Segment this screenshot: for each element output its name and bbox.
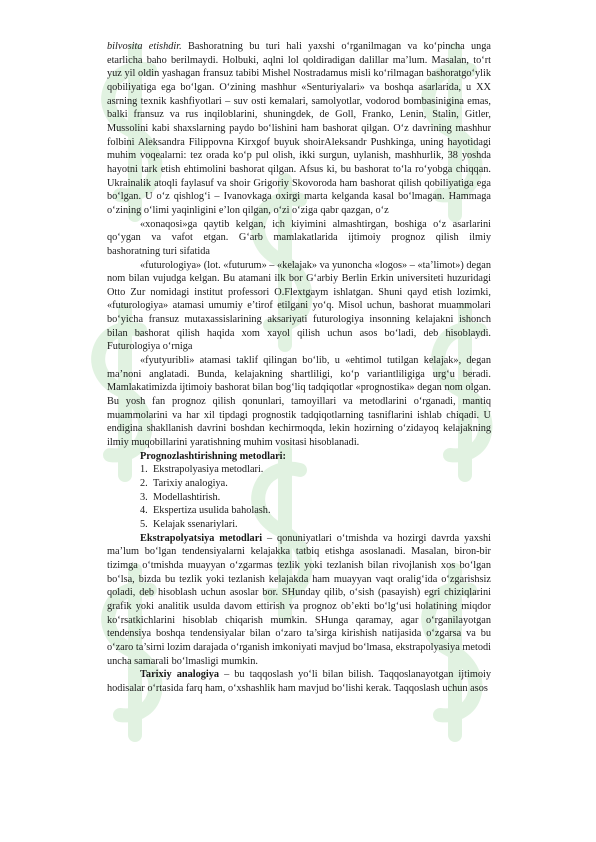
paragraph-ekstrapolyatsiya: Ekstrapolyatsiya metodlari – qonuniyatlari o‘tmishda va hozirgi davrda yaxshi ma’lum bo‘lgan tendensiyalarni kelajakka tatbiq etishga asoslanadi. Masalan, biron-bir tizimga o‘tmishda muayyan o‘zgarmas tezlik yoki tezlanish bilan rivojlanish xos bo‘lgan bo‘lsa, bizda bu tezlik yoki tezlanish kelajakda ham muayyan vaqt oralig‘ida o‘zgarishsiz qoladi, deb hisoblash uchun asoslar bor. SHunday qilib, o‘sish (pasayish) egri chiziqlarini grafik yoki analitik usulda davom ettirish va prognoz ob’ekti bo‘lg‘usi holatining miqdor ko‘rsatkichlarini hisoblab chiqarish mumkin. SHunga qaramay, agar o‘rganilayotgan tendensiya boshqa tendensiyalar bilan o‘zaro ta’sirga kirishish natijasida o‘zgarsa va bu o‘zaro ta’sirni lozim darajada o‘rganish imkoniyati mavjud bo‘lmasa, ekstrapolyasiya metodi uncha samarali bo‘lmasligi mumkin. [107, 532, 492, 667]
list-item: 5. Kelajak ssenariylari. [140, 518, 238, 530]
paragraph-skovoroda-line2: qo‘ygan va vafot etgan. G‘arb mamlakatlarida ijtimoiy prognoz qilish ilmiy [107, 232, 491, 244]
list-item: 3. Modellashtirish. [140, 491, 221, 503]
methods-heading: Prognozlashtirishning metodlari: [140, 450, 286, 462]
list-item: 4. Ekspertiza usulida baholash. [140, 505, 271, 517]
paragraph-prognostika: «fyutyuribli» atamasi taklif qilingan bo‘lib, u «ehtimol tutilgan kelajak», degan ma’noni anglatadi. Bunda, kelajakning shartliligi, ko‘p variantliligiga urg‘u beradi. Mamlakatimizda ijtimoiy bashorat bilan bog‘liq tadqiqotlar «prognostika» degan nom olgan. Bu yosh fan prognoz qilish qonunlari, tamoyillari va metodlarini o‘rganadi, mantiq muammolarini va har xil tipdagi prognostik tadqiqotlarning tasniflarini ishlab chiqadi. U endigina shakllanish davrini boshdan kechirmoqda, lekin hozirning o‘zidayoq kelajakning ilmiy muqobillarini yaratishning muhim vositasi hisoblanadi. [107, 355, 491, 449]
list-item: 1. Ekstrapolyasiya metodlari. [140, 464, 264, 476]
document-page [107, 40, 491, 696]
italic-lead: bilvosita etishdir. [107, 41, 182, 52]
methods-list [107, 463, 491, 531]
paragraph-futurologiya: «futurologiya» (lot. «futurum» – «kelajak» va yunoncha «logos» – «ta’limot») degan nom bilan vujudga kelgan. Bu atamani ilk bor G‘arbiy Berlin Erkin universiteti huzuridagi Otto Zur nomidagi institut professori O.Flextgaym ishlatgan. Shuni qayd etish lozimki, «futurologiya» atamasi umumiy e’tirof etilgani yo‘q. Misol uchun, bashorat muammolari bo‘yicha fransuz mutaxassislarining aksariyati futurologiya insonning kelajakni ishonch bilan bashorat qilish haqida xom xayol qilish uchun asos bo‘ladi, deb hisoblaydi. Futurologiya o‘rniga [107, 259, 491, 353]
paragraph-skovoroda-line3: bashoratning turi sifatida [107, 245, 210, 257]
list-item: 2. Tarixiy analogiya. [140, 478, 228, 489]
paragraph-skovoroda-line1: «xonaqosi»ga qaytib kelgan, ich kiyimini almashtirgan, boshiga o‘z asarlarini [140, 218, 491, 230]
paragraph-nostradamus: bilvosita etishdir. Bashoratning bu turi hali yaxshi o‘rganilmagan va ko‘pincha unga etarlicha baho berilmaydi. Holbuki, aqlni lol qoldiradigan dalillar ma’lum. Masalan, to‘rt yuz yil oldin yashagan fransuz tabibi Mishel Nostradamus misli ko‘rilmagan bashoratgo‘ylik qobiliyatiga ega bo‘lgan. O‘zining mashhur «Senturiyalari» va boshqa asarlarida, u XX asrning texnik kashfiyotlari – suv osti kemalari, samolyotlar, vodorod bombasinigina emas, balki fransuz va rus inqiloblarini, shuningdek, de Goll, Franko, Lenin, Stalin, Gitler, Mussolini kabi shaxslarning paydo bo‘lishini ham bashorat qilgan. O‘z davrining mashhur folbini Aleksandra Filippovna Kirxgof buyuk shoirAleksandr Pushkinga, uning hayotidagi muhim voqealarni: tez orada ko‘p pul olish, ikki surgun, uylanish, mashhurlik, 38 yoshda hayotni tark etish ehtimolini bashorat qilgan. Afsus ki, bu bashorat to‘la ro‘yobga chiqqan. Ukrainalik atoqli faylasuf va shoir Grigoriy Skovoroda ham bashorat qilish qobiliyatiga ega bo‘lgan. U o‘z qishlog‘i – Ivanovkaga oxirgi marta kelganda kasal bo‘lmagan. Hammaga o‘zining o‘limi yaqinligini e’lon qilgan, o‘zi o‘ziga qabr qazgan, o‘z [107, 41, 491, 216]
term-tarixiy-analogiya: Tarixiy analogiya [140, 669, 220, 681]
paragraph-tarixiy-analogiya: Tarixiy analogiya – bu taqqoslash yo‘li bilan bilish. Taqqoslanayotgan ijtimoiy hodisalar o‘rtasida farq ham, o‘xshashlik ham mavjud bo‘lishi kerak. Taqqoslash uchun asos [107, 669, 491, 694]
term-ekstrapolyatsiya: Ekstrapolyatsiya metodlari [140, 532, 263, 544]
